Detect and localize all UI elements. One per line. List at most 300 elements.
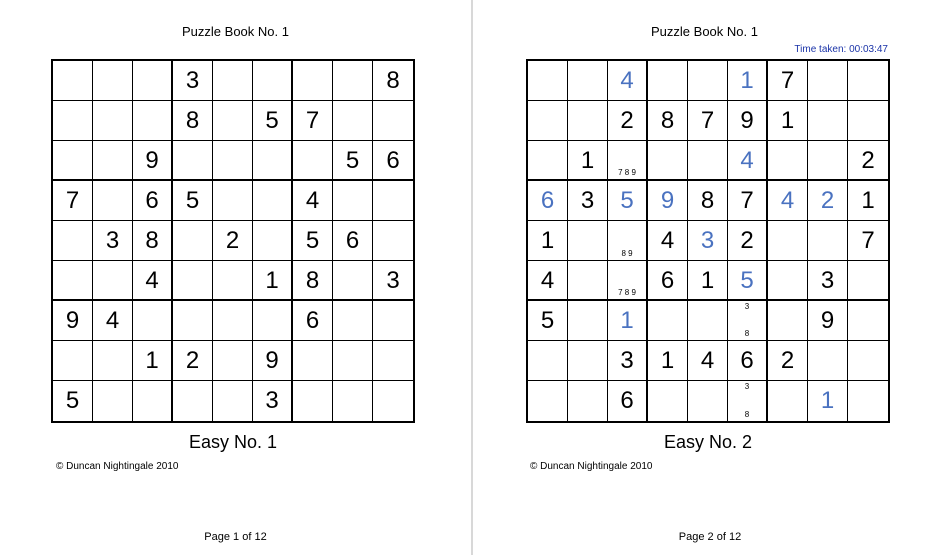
sudoku-cell[interactable] <box>253 261 293 301</box>
sudoku-cell[interactable] <box>728 101 768 141</box>
cell-value <box>848 381 888 421</box>
sudoku-cell[interactable] <box>293 341 333 381</box>
cell-value: 4 <box>700 347 715 374</box>
cell-value <box>53 141 92 179</box>
cell-value: 1 <box>700 267 715 294</box>
cell-value <box>528 341 567 380</box>
sudoku-cell[interactable] <box>293 141 333 181</box>
sudoku-cell[interactable] <box>608 181 648 221</box>
cell-value: 2 <box>861 147 875 174</box>
cell-value <box>213 101 252 140</box>
cell-value <box>528 381 567 421</box>
cell-value: 4 <box>660 227 675 254</box>
sudoku-cell[interactable] <box>213 181 253 221</box>
cell-value <box>213 181 252 220</box>
cell-value <box>53 221 92 260</box>
sudoku-cell[interactable] <box>93 101 133 141</box>
sudoku-cell[interactable] <box>173 61 213 101</box>
cell-value <box>768 381 807 421</box>
sudoku-cell[interactable] <box>728 261 768 301</box>
cell-value: 5 <box>65 387 80 414</box>
sudoku-cell[interactable] <box>528 301 568 341</box>
cell-value <box>568 101 607 140</box>
cell-value: 5 <box>620 187 634 214</box>
cell-value <box>528 61 567 100</box>
cell-value <box>253 141 291 179</box>
sudoku-cell[interactable] <box>253 341 293 381</box>
sudoku-cell[interactable] <box>173 221 213 261</box>
sudoku-cell[interactable] <box>173 301 213 341</box>
sudoku-cell[interactable] <box>648 61 688 101</box>
sudoku-cell[interactable] <box>293 181 333 221</box>
cell-value <box>688 301 727 340</box>
cell-value <box>253 301 291 340</box>
cell-value <box>133 301 171 340</box>
sudoku-cell[interactable] <box>373 141 413 181</box>
cell-value <box>648 381 687 421</box>
sudoku-cell[interactable] <box>768 181 808 221</box>
sudoku-grid[interactable] <box>526 59 890 423</box>
sudoku-cell[interactable] <box>93 341 133 381</box>
sudoku-cell[interactable] <box>808 381 848 421</box>
page-number: Page 1 of 12 <box>204 531 267 543</box>
sudoku-cell[interactable] <box>213 101 253 141</box>
sudoku-cell[interactable] <box>808 101 848 141</box>
sudoku-cell[interactable] <box>333 261 373 301</box>
cell-value: 3 <box>105 227 120 254</box>
sudoku-cell[interactable] <box>333 181 373 221</box>
sudoku-cell[interactable] <box>93 381 133 421</box>
sudoku-cell[interactable] <box>768 301 808 341</box>
cell-value: 1 <box>820 387 835 414</box>
book-title: Puzzle Book No. 1 <box>182 24 289 39</box>
sudoku-cell[interactable] <box>848 261 888 301</box>
sudoku-cell[interactable] <box>688 141 728 181</box>
cell-value: 3 <box>820 267 835 294</box>
sudoku-cell[interactable] <box>253 301 293 341</box>
cell-value: 1 <box>620 307 634 334</box>
cell-value <box>93 381 132 421</box>
sudoku-cell[interactable] <box>213 301 253 341</box>
cell-value <box>93 141 132 179</box>
cell-value: 9 <box>660 187 675 214</box>
sudoku-cell[interactable] <box>253 221 293 261</box>
cell-value <box>568 381 607 421</box>
pencil-mark: 3 <box>744 382 750 391</box>
sudoku-cell[interactable] <box>93 61 133 101</box>
cell-value <box>93 61 132 100</box>
sudoku-cell[interactable] <box>293 381 333 421</box>
pencil-mark: 8 9 <box>621 249 633 258</box>
sudoku-cell[interactable] <box>213 381 253 421</box>
sudoku-cell[interactable] <box>808 301 848 341</box>
sudoku-cell[interactable] <box>608 101 648 141</box>
cell-value <box>768 221 807 260</box>
sudoku-cell[interactable] <box>648 101 688 141</box>
cell-value: 4 <box>540 267 555 294</box>
sudoku-cell[interactable] <box>133 221 173 261</box>
cell-value: 7 <box>305 107 320 134</box>
sudoku-cell[interactable] <box>808 261 848 301</box>
cell-value: 5 <box>345 147 360 174</box>
sudoku-cell[interactable] <box>213 221 253 261</box>
sudoku-cell[interactable] <box>173 181 213 221</box>
cell-value: 8 <box>185 107 200 134</box>
sudoku-cell[interactable] <box>728 61 768 101</box>
cell-value <box>648 301 687 340</box>
sudoku-cell[interactable] <box>608 61 648 101</box>
cell-value <box>568 261 607 299</box>
sudoku-cell[interactable] <box>848 301 888 341</box>
sudoku-cell[interactable] <box>253 61 293 101</box>
sudoku-cell[interactable] <box>768 261 808 301</box>
sudoku-cell[interactable] <box>728 381 768 421</box>
sudoku-cell[interactable] <box>333 61 373 101</box>
cell-value <box>848 341 888 380</box>
sudoku-cell[interactable] <box>688 61 728 101</box>
sudoku-cell[interactable] <box>333 101 373 141</box>
sudoku-cell[interactable] <box>213 261 253 301</box>
sudoku-cell[interactable] <box>848 141 888 181</box>
sudoku-cell[interactable] <box>688 381 728 421</box>
sudoku-cell[interactable] <box>568 101 608 141</box>
cell-value <box>133 381 171 421</box>
cell-value <box>253 181 291 220</box>
cell-value: 9 <box>265 347 279 374</box>
sudoku-cell[interactable] <box>173 341 213 381</box>
sudoku-cell[interactable] <box>333 221 373 261</box>
cell-value <box>213 341 252 380</box>
cell-value: 1 <box>265 267 279 294</box>
cell-value <box>808 61 847 100</box>
cell-value <box>688 61 727 100</box>
cell-value <box>213 381 252 421</box>
sudoku-cell[interactable] <box>688 101 728 141</box>
cell-value <box>768 141 807 179</box>
sudoku-cell[interactable] <box>648 381 688 421</box>
sudoku-cell[interactable] <box>688 301 728 341</box>
sudoku-cell[interactable] <box>133 381 173 421</box>
cell-value: 9 <box>65 307 80 334</box>
sudoku-cell[interactable] <box>688 221 728 261</box>
cell-value: 1 <box>660 347 675 374</box>
cell-value: 8 <box>305 267 320 294</box>
sudoku-cell[interactable] <box>133 261 173 301</box>
sudoku-cell[interactable] <box>93 261 133 301</box>
cell-value <box>808 341 847 380</box>
sudoku-cell[interactable] <box>173 261 213 301</box>
cell-value <box>333 181 372 220</box>
sudoku-cell[interactable] <box>373 181 413 221</box>
cell-value <box>568 221 607 260</box>
sudoku-cell[interactable] <box>648 301 688 341</box>
cell-value <box>568 61 607 100</box>
sudoku-cell[interactable] <box>293 61 333 101</box>
sudoku-cell[interactable] <box>293 221 333 261</box>
sudoku-cell[interactable] <box>528 341 568 381</box>
sudoku-cell[interactable] <box>568 221 608 261</box>
sudoku-cell[interactable] <box>768 341 808 381</box>
cell-value <box>293 341 332 380</box>
page-right <box>473 0 936 555</box>
sudoku-cell[interactable] <box>528 61 568 101</box>
sudoku-cell[interactable] <box>728 141 768 181</box>
sudoku-cell[interactable] <box>253 381 293 421</box>
sudoku-cell[interactable] <box>648 261 688 301</box>
sudoku-cell[interactable] <box>133 141 173 181</box>
sudoku-cell[interactable] <box>528 141 568 181</box>
sudoku-cell[interactable] <box>608 221 648 261</box>
cell-value <box>213 141 252 179</box>
cell-value: 2 <box>820 187 835 214</box>
sudoku-cell[interactable] <box>568 141 608 181</box>
sudoku-cell[interactable] <box>53 221 93 261</box>
cell-value <box>53 101 92 140</box>
sudoku-cell[interactable] <box>213 141 253 181</box>
sudoku-cell[interactable] <box>293 301 333 341</box>
sudoku-cell[interactable] <box>53 141 93 181</box>
sudoku-cell[interactable] <box>848 381 888 421</box>
cell-value <box>173 301 212 340</box>
sudoku-cell[interactable] <box>728 181 768 221</box>
sudoku-cell[interactable] <box>133 301 173 341</box>
cell-value: 7 <box>700 107 715 134</box>
sudoku-cell[interactable] <box>53 261 93 301</box>
cell-value <box>173 141 212 179</box>
sudoku-cell[interactable] <box>768 141 808 181</box>
sudoku-cell[interactable] <box>373 221 413 261</box>
cell-value <box>808 141 847 179</box>
cell-value: 6 <box>740 347 754 374</box>
sudoku-cell[interactable] <box>528 261 568 301</box>
cell-value: 2 <box>185 347 200 374</box>
sudoku-cell[interactable] <box>373 341 413 381</box>
sudoku-cell[interactable] <box>293 261 333 301</box>
sudoku-cell[interactable] <box>648 141 688 181</box>
cell-value: 5 <box>185 187 200 214</box>
cell-value <box>333 381 372 421</box>
sudoku-cell[interactable] <box>253 181 293 221</box>
sudoku-cell[interactable] <box>373 61 413 101</box>
cell-value <box>93 341 132 380</box>
sudoku-cell[interactable] <box>768 101 808 141</box>
sudoku-cell[interactable] <box>648 341 688 381</box>
sudoku-cell[interactable] <box>133 181 173 221</box>
cell-value: 1 <box>740 67 754 94</box>
pencil-mark: 7 8 9 <box>618 168 636 177</box>
cell-value <box>848 261 888 299</box>
sudoku-grid[interactable] <box>51 59 415 423</box>
cell-value: 1 <box>780 107 795 134</box>
cell-value: 4 <box>620 67 634 94</box>
sudoku-cell[interactable] <box>728 341 768 381</box>
cell-value: 8 <box>386 67 400 94</box>
sudoku-cell[interactable] <box>373 301 413 341</box>
sudoku-cell[interactable] <box>848 221 888 261</box>
sudoku-cell[interactable] <box>133 101 173 141</box>
sudoku-cell[interactable] <box>53 61 93 101</box>
cell-value: 6 <box>620 387 634 414</box>
sudoku-cell[interactable] <box>53 301 93 341</box>
sudoku-cell[interactable] <box>688 181 728 221</box>
cell-value <box>173 261 212 299</box>
sudoku-cell[interactable] <box>768 381 808 421</box>
sudoku-cell[interactable] <box>373 101 413 141</box>
sudoku-cell[interactable] <box>253 141 293 181</box>
sudoku-cell[interactable] <box>728 301 768 341</box>
sudoku-cell[interactable] <box>173 101 213 141</box>
cell-value <box>848 301 888 340</box>
cell-value <box>528 101 567 140</box>
sudoku-cell[interactable] <box>808 341 848 381</box>
sudoku-cell[interactable] <box>333 341 373 381</box>
cell-value: 9 <box>145 147 159 174</box>
sudoku-cell[interactable] <box>213 61 253 101</box>
sudoku-cell[interactable] <box>213 341 253 381</box>
cell-value <box>253 221 291 260</box>
sudoku-cell[interactable] <box>53 101 93 141</box>
copyright: © Duncan Nightingale 2010 <box>56 461 179 472</box>
sudoku-cell[interactable] <box>53 181 93 221</box>
cell-value <box>848 101 888 140</box>
cell-value <box>808 101 847 140</box>
book-title: Puzzle Book No. 1 <box>651 24 758 39</box>
sudoku-cell[interactable] <box>608 301 648 341</box>
cell-value: 4 <box>145 267 159 294</box>
time-taken: Time taken: 00:03:47 <box>794 44 888 55</box>
sudoku-cell[interactable] <box>93 221 133 261</box>
sudoku-cell[interactable] <box>528 381 568 421</box>
sudoku-cell[interactable] <box>808 61 848 101</box>
cell-value <box>173 221 212 260</box>
page-number: Page 2 of 12 <box>678 531 742 543</box>
sudoku-cell[interactable] <box>528 181 568 221</box>
cell-value: 2 <box>740 227 754 254</box>
sudoku-cell[interactable] <box>53 381 93 421</box>
cell-value <box>528 141 567 179</box>
sudoku-cell[interactable] <box>848 101 888 141</box>
sudoku-cell[interactable] <box>93 301 133 341</box>
cell-value <box>568 341 607 380</box>
cell-value: 5 <box>265 107 279 134</box>
sudoku-cell[interactable] <box>768 61 808 101</box>
cell-value: 4 <box>105 307 120 334</box>
sudoku-cell[interactable] <box>528 101 568 141</box>
sudoku-cell[interactable] <box>173 381 213 421</box>
sudoku-cell[interactable] <box>688 261 728 301</box>
sudoku-cell[interactable] <box>528 221 568 261</box>
sudoku-cell[interactable] <box>333 381 373 421</box>
cell-value <box>373 381 413 421</box>
sudoku-cell[interactable] <box>848 341 888 381</box>
sudoku-cell[interactable] <box>608 261 648 301</box>
cell-value <box>688 381 727 421</box>
cell-value <box>253 61 291 100</box>
sudoku-cell[interactable] <box>568 181 608 221</box>
cell-value: 4 <box>780 187 795 214</box>
cell-value: 6 <box>386 147 400 174</box>
puzzle-name: Easy No. 2 <box>663 432 753 452</box>
cell-value: 2 <box>780 347 795 374</box>
cell-value: 6 <box>660 267 675 294</box>
sudoku-cell[interactable] <box>648 181 688 221</box>
sudoku-cell[interactable] <box>373 381 413 421</box>
cell-value <box>688 141 727 179</box>
cell-value: 3 <box>580 187 595 214</box>
copyright: © Duncan Nightingale 2010 <box>530 461 653 472</box>
sudoku-cell[interactable] <box>568 261 608 301</box>
cell-value: 6 <box>145 187 159 214</box>
cell-value: 7 <box>740 187 754 214</box>
sudoku-cell[interactable] <box>728 221 768 261</box>
sudoku-cell[interactable] <box>253 101 293 141</box>
sudoku-cell[interactable] <box>333 141 373 181</box>
cell-value <box>333 341 372 380</box>
sudoku-cell[interactable] <box>808 181 848 221</box>
sudoku-cell[interactable] <box>608 341 648 381</box>
cell-value <box>213 261 252 299</box>
cell-value: 8 <box>700 187 715 214</box>
sudoku-cell[interactable] <box>568 61 608 101</box>
cell-value <box>648 61 687 100</box>
cell-value: 7 <box>780 67 795 94</box>
sudoku-cell[interactable] <box>848 181 888 221</box>
cell-value: 5 <box>540 307 555 334</box>
sudoku-cell[interactable] <box>293 101 333 141</box>
cell-value <box>373 221 413 260</box>
cell-value: 1 <box>145 347 159 374</box>
sudoku-cell[interactable] <box>53 341 93 381</box>
cell-value <box>133 101 171 140</box>
sudoku-cell[interactable] <box>808 221 848 261</box>
cell-value: 9 <box>820 307 835 334</box>
cell-value: 9 <box>740 107 754 134</box>
pencil-mark: 8 <box>744 410 750 419</box>
cell-value: 5 <box>740 267 754 294</box>
sudoku-cell[interactable] <box>568 341 608 381</box>
sudoku-cell[interactable] <box>768 221 808 261</box>
sudoku-cell[interactable] <box>608 381 648 421</box>
cell-value <box>53 341 92 380</box>
cell-value: 6 <box>345 227 360 254</box>
cell-value <box>93 261 132 299</box>
cell-value <box>333 301 372 340</box>
pencil-mark: 8 <box>744 329 750 338</box>
sudoku-cell[interactable] <box>93 181 133 221</box>
sudoku-cell[interactable] <box>688 341 728 381</box>
sudoku-cell[interactable] <box>808 141 848 181</box>
sudoku-cell[interactable] <box>568 301 608 341</box>
cell-value: 2 <box>225 227 240 254</box>
sudoku-cell[interactable] <box>568 381 608 421</box>
cell-value <box>648 141 687 179</box>
cell-value <box>808 221 847 260</box>
cell-value <box>213 301 252 340</box>
sudoku-cell[interactable] <box>848 61 888 101</box>
cell-value <box>568 301 607 340</box>
cell-value <box>768 261 807 299</box>
sudoku-cell[interactable] <box>133 341 173 381</box>
sudoku-cell[interactable] <box>648 221 688 261</box>
sudoku-cell[interactable] <box>133 61 173 101</box>
sudoku-cell[interactable] <box>173 141 213 181</box>
sudoku-cell[interactable] <box>333 301 373 341</box>
cell-value <box>53 61 92 100</box>
sudoku-cell[interactable] <box>373 261 413 301</box>
sudoku-cell[interactable] <box>608 141 648 181</box>
cell-value <box>333 61 372 100</box>
sudoku-cell[interactable] <box>93 141 133 181</box>
